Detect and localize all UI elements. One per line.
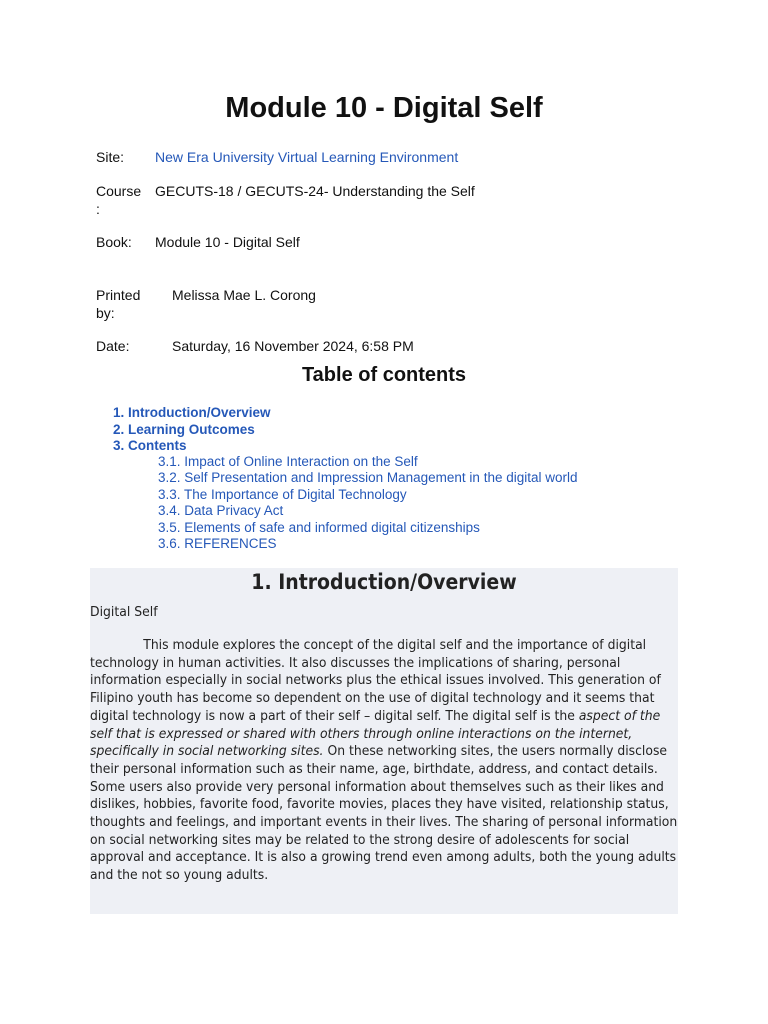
toc-item-3-5[interactable]: 3.5. Elements of safe and informed digital citizenships [158, 520, 480, 535]
toc-item-contents[interactable]: 3. Contents [113, 438, 187, 453]
toc-title: Table of contents [301, 364, 467, 386]
toc-item-3-6[interactable]: 3.6. REFERENCES [158, 536, 277, 551]
toc-item-3-3[interactable]: 3.3. The Importance of Digital Technology [158, 487, 407, 502]
paragraph-text-end: On these networking sites, the users normally disclose their personal information such as their name, age, birthdate, address, and contact details. Some users also provide very personal information about themselves such as their likes and dislikes, hobbies, favorite food, favorite movies, places they have visited, relationship status, thoughts and feelings, and important events in their lives. The sharing of personal information on social networking sites may be related to the strong desire of adolescents for social approval and acceptance. It is also a growing trend even among adults, both the young adults and the not so young adults. [90, 743, 678, 884]
printed-value: Melissa Mae L. Corong [172, 287, 316, 303]
date-label: Date: [96, 338, 130, 354]
course-label: Course [96, 183, 142, 199]
toc-item-3-2[interactable]: 3.2. Self Presentation and Impression Management in the digital world [158, 470, 578, 485]
site-label: Site: [96, 149, 125, 165]
printed-label: Printed [96, 287, 141, 303]
section-introduction [90, 568, 678, 914]
site-link[interactable]: New Era University Virtual Learning Environment [155, 149, 459, 165]
printed-label-by: by: [96, 305, 115, 321]
toc-item-3-4[interactable]: 3.4. Data Privacy Act [158, 503, 284, 518]
section-paragraph [90, 637, 678, 885]
page-title: Module 10 - Digital Self [225, 92, 543, 124]
paragraph-text-italic: aspect of the self that is expressed or shared with others through online interactions on the internet, specifically in social networking sites. [90, 707, 661, 760]
toc-item-3-1[interactable]: 3.1. Impact of Online Interaction on the Self [158, 454, 418, 469]
date-value: Saturday, 16 November 2024, 6:58 PM [172, 338, 414, 354]
course-label-colon: : [96, 201, 100, 217]
toc-item-learning-outcomes[interactable]: 2. Learning Outcomes [113, 422, 255, 437]
book-label: Book: [96, 234, 132, 250]
paragraph-text-start: This module explores the concept of the digital self and the importance of digital technology in human activities. It also discusses the implications of sharing, personal information especially in social networks plus the ethical issues involved. This generation of Filipino youth has become so dependent on the use of digital technology and it seems that digital technology is now a part of their self – digital self. The digital self is the [90, 637, 661, 724]
section-heading: 1. Introduction/Overview [251, 570, 517, 594]
book-value: Module 10 - Digital Self [155, 234, 300, 250]
section-subheading: Digital Self [90, 604, 158, 620]
course-value: GECUTS-18 / GECUTS-24- Understanding the Self [155, 183, 475, 199]
toc-item-introduction[interactable]: 1. Introduction/Overview [113, 405, 271, 420]
